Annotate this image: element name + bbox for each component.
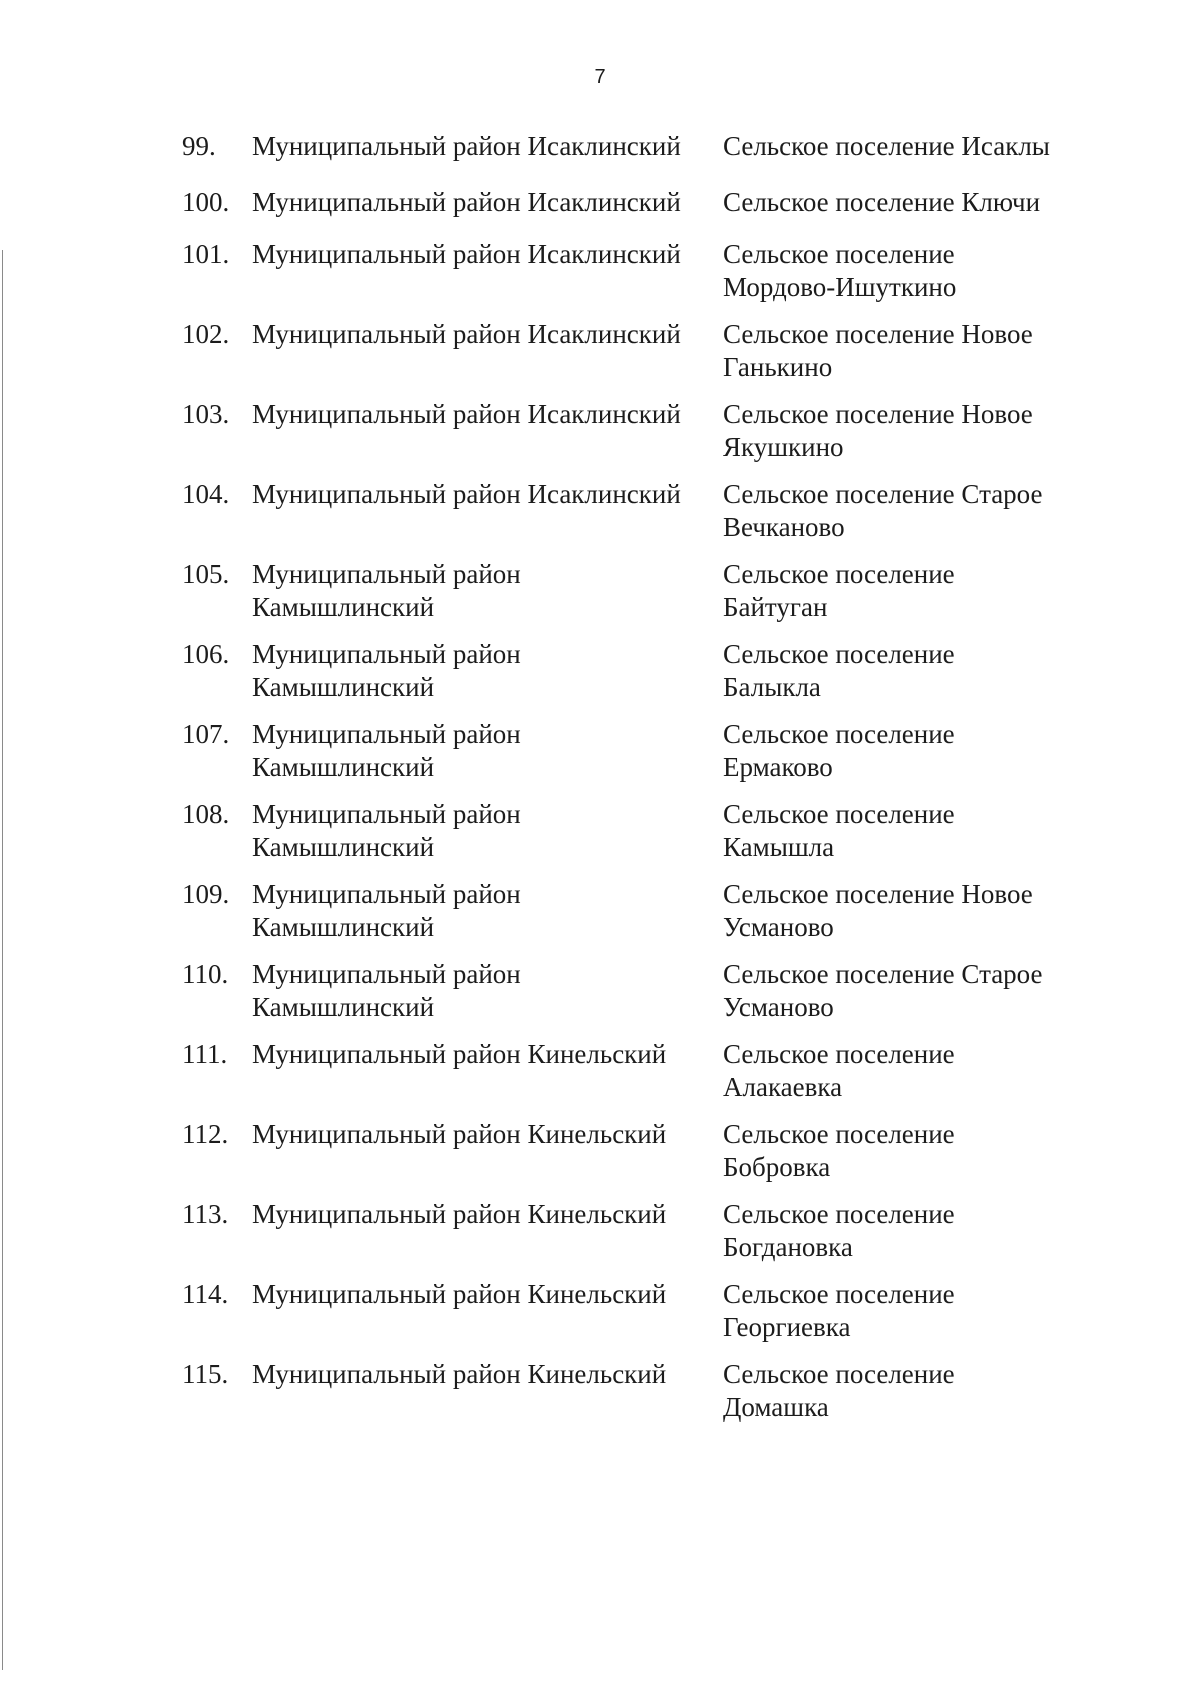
rural-settlement: Сельское поселение Ермаково <box>723 719 955 782</box>
municipal-district: Муниципальный район Камышлинский <box>252 799 521 862</box>
row-number: 112. <box>182 1119 229 1149</box>
municipal-district: Муниципальный район Исаклинский <box>252 479 681 509</box>
rural-settlement: Сельское поселение Богдановка <box>723 1199 955 1262</box>
rural-settlement: Сельское поселение Бобровка <box>723 1119 955 1182</box>
scan-edge-line <box>2 250 3 1670</box>
municipal-district: Муниципальный район Кинельский <box>252 1359 667 1389</box>
rural-settlement: Сельское поселение Алакаевка <box>723 1039 955 1102</box>
rural-settlement: Сельское поселение Новое Якушкино <box>723 399 1033 462</box>
page-number: 7 <box>594 66 606 88</box>
municipal-district: Муниципальный район Исаклинский <box>252 131 681 161</box>
row-number: 102. <box>182 319 230 349</box>
municipal-district: Муниципальный район Камышлинский <box>252 959 521 1022</box>
rural-settlement: Сельское поселение Ключи <box>723 187 1041 217</box>
rural-settlement: Сельское поселение Байтуган <box>723 559 955 622</box>
row-number: 107. <box>182 719 230 749</box>
rural-settlement: Сельское поселение Исаклы <box>723 131 1050 161</box>
row-number: 100. <box>182 187 230 217</box>
row-number: 114. <box>182 1279 229 1309</box>
municipal-district: Муниципальный район Камышлинский <box>252 559 521 622</box>
row-number: 104. <box>182 479 230 509</box>
row-number: 109. <box>182 879 230 909</box>
row-number: 101. <box>182 239 230 269</box>
municipal-district: Муниципальный район Исаклинский <box>252 399 681 429</box>
row-number: 110. <box>182 959 229 989</box>
row-number: 103. <box>182 399 230 429</box>
rural-settlement: Сельское поселение Новое Усманово <box>723 879 1033 942</box>
row-number: 99. <box>182 131 216 161</box>
rural-settlement: Сельское поселение Балыкла <box>723 639 955 702</box>
row-number: 108. <box>182 799 230 829</box>
rural-settlement: Сельское поселение Мордово-Ишуткино <box>723 239 957 302</box>
row-number: 113. <box>182 1199 229 1229</box>
municipal-district: Муниципальный район Кинельский <box>252 1279 667 1309</box>
rural-settlement: Сельское поселение Камышла <box>723 799 955 862</box>
row-number: 111. <box>182 1039 228 1069</box>
municipal-district: Муниципальный район Исаклинский <box>252 239 681 269</box>
municipal-district: Муниципальный район Камышлинский <box>252 719 521 782</box>
rural-settlement: Сельское поселение Старое Усманово <box>723 959 1043 1022</box>
rural-settlement: Сельское поселение Новое Ганькино <box>723 319 1033 382</box>
municipal-district: Муниципальный район Камышлинский <box>252 879 521 942</box>
rural-settlement: Сельское поселение Георгиевка <box>723 1279 955 1342</box>
municipal-district: Муниципальный район Исаклинский <box>252 187 681 217</box>
rural-settlement: Сельское поселение Старое Вечканово <box>723 479 1043 542</box>
row-number: 106. <box>182 639 230 669</box>
municipal-district: Муниципальный район Кинельский <box>252 1039 667 1069</box>
row-number: 115. <box>182 1359 229 1389</box>
municipal-district: Муниципальный район Кинельский <box>252 1199 667 1229</box>
row-number: 105. <box>182 559 230 589</box>
municipal-district: Муниципальный район Камышлинский <box>252 639 521 702</box>
municipal-district: Муниципальный район Исаклинский <box>252 319 681 349</box>
municipal-district: Муниципальный район Кинельский <box>252 1119 667 1149</box>
rural-settlement: Сельское поселение Домашка <box>723 1359 955 1422</box>
